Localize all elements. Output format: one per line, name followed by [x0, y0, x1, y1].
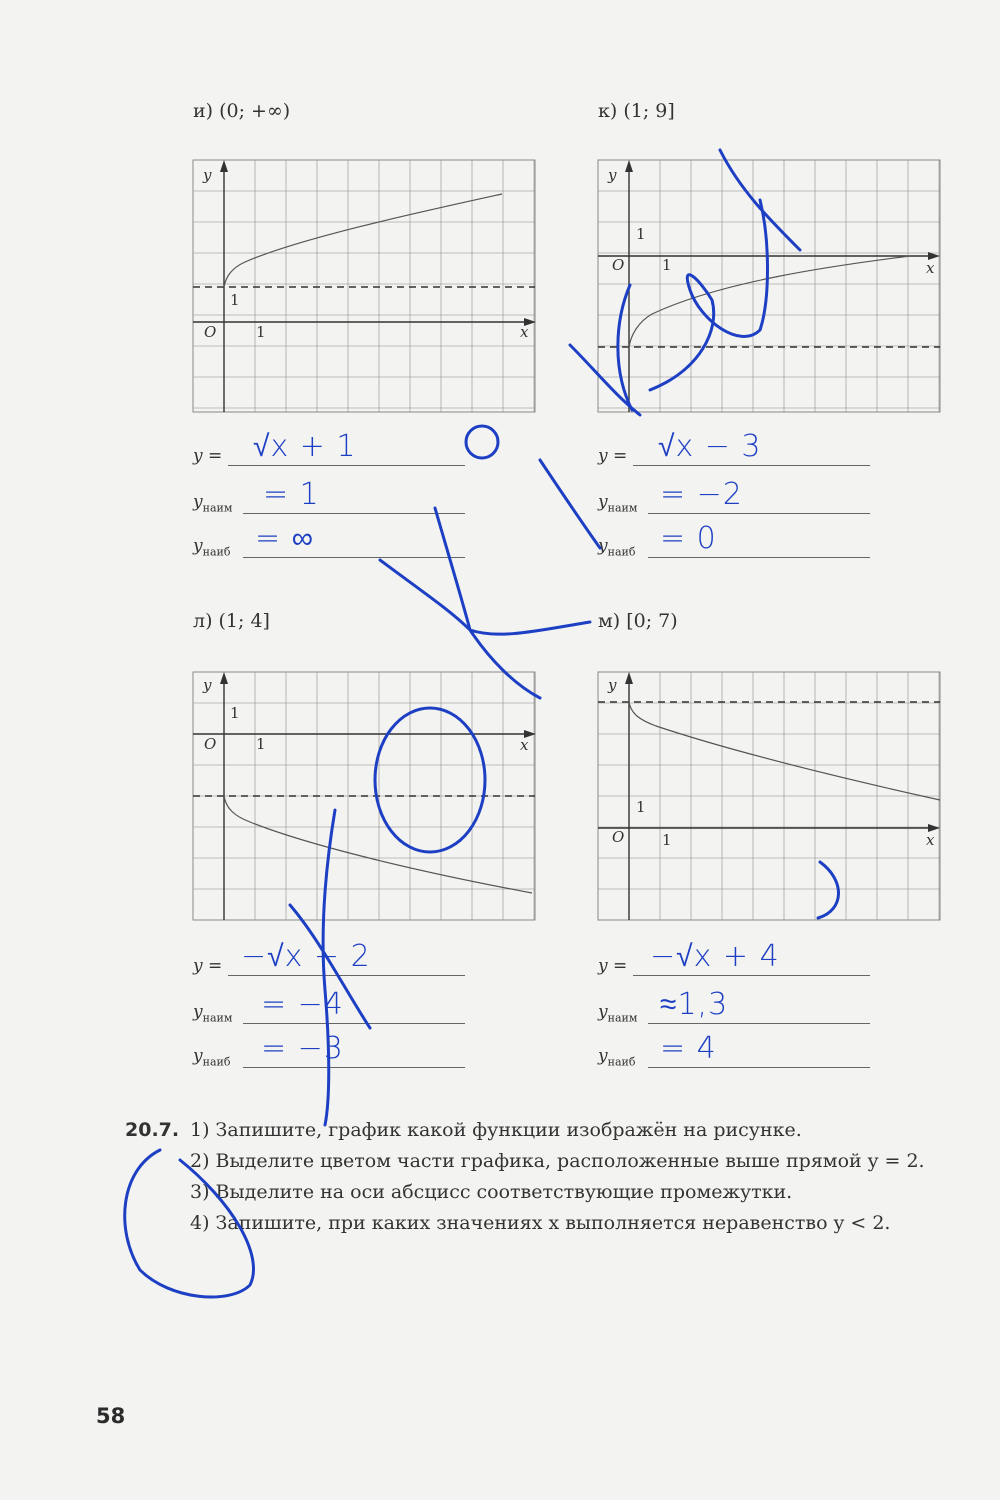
tick-x-m: 1 [662, 831, 672, 849]
answer-prefix: $y_{наим}$ [598, 491, 638, 514]
origin-label-i: O [204, 323, 217, 341]
answer-prefix: y = [193, 446, 223, 466]
graph-title-k: к) (1; 9] [598, 100, 675, 122]
origin-label-m: O [612, 828, 625, 846]
handwritten-answer: = −2 [660, 477, 743, 512]
tick-x-l: 1 [256, 735, 266, 753]
tick-y-l: 1 [230, 704, 240, 722]
scribble-loop-middle [290, 810, 370, 1125]
handwritten-answer: = 1 [263, 477, 320, 512]
exercise-item-2: 2) Выделите цветом части графика, расположенные выше прямой y = 2. [190, 1150, 925, 1172]
y-label-k: y [608, 166, 617, 184]
x-label-m: x [926, 831, 935, 849]
origin-label-l: O [204, 735, 217, 753]
y-label-i: y [203, 166, 212, 184]
origin-label-k: O [612, 256, 625, 274]
x-label-i: x [520, 323, 529, 341]
handwritten-answer: −√x − 2 [241, 939, 371, 974]
exercise-item-4: 4) Запишите, при каких значениях x выполняется неравенство y < 2. [190, 1212, 891, 1234]
graph-title-l: л) (1; 4] [193, 610, 270, 632]
answer-prefix: y = [598, 446, 628, 466]
x-label-k: x [926, 259, 935, 277]
scribble-loop-bottom [125, 1150, 254, 1297]
handwritten-answer: √x − 3 [658, 429, 762, 464]
tick-y-k: 1 [636, 225, 646, 243]
tick-y-m: 1 [636, 798, 646, 816]
answer-prefix: $y_{наим}$ [598, 1001, 638, 1024]
tick-x-i: 1 [256, 323, 266, 341]
y-label-m: y [608, 676, 617, 694]
exercise-item-3: 3) Выделите на оси абсцисс соответствующие промежутки. [190, 1181, 793, 1203]
answer-prefix: $y_{наиб}$ [598, 535, 636, 558]
y-label-l: y [203, 676, 212, 694]
scribble-circle-middle [375, 708, 485, 852]
handwritten-answer: = −4 [261, 987, 344, 1022]
scribble-k-letter [380, 508, 590, 698]
handwritten-answer: √x + 1 [253, 429, 357, 464]
answer-prefix: $y_{наим}$ [193, 1001, 233, 1024]
handwritten-answer: = ∞ [255, 521, 315, 556]
handwritten-answer: = 0 [660, 521, 717, 556]
graph-title-m: м) [0; 7) [598, 610, 678, 632]
scribble-slash [540, 460, 600, 548]
handwritten-answer: = −3 [261, 1031, 344, 1066]
answer-prefix: $y_{наиб}$ [193, 1045, 231, 1068]
x-label-l: x [520, 736, 529, 754]
graph-title-i: и) (0; +∞) [193, 100, 291, 122]
scribble-k-graph [570, 150, 800, 415]
exercise-number: 20.7. [125, 1119, 180, 1141]
answer-prefix: $y_{наим}$ [193, 491, 233, 514]
answer-prefix: y = [598, 956, 628, 976]
handwritten-answer: −√x + 4 [650, 939, 780, 974]
answer-prefix: y = [193, 956, 223, 976]
answer-prefix: $y_{наиб}$ [598, 1045, 636, 1068]
answer-prefix: $y_{наиб}$ [193, 535, 231, 558]
tick-x-k: 1 [662, 256, 672, 274]
handwritten-answer: = 4 [660, 1031, 717, 1066]
page-number: 58 [96, 1404, 126, 1428]
tick-y-i: 1 [230, 291, 240, 309]
handwritten-answer: ≈1,3 [660, 987, 729, 1022]
scribble-arc-right [818, 862, 839, 918]
scribble-circle-top [466, 426, 498, 458]
exercise-item-1: 1) Запишите, график какой функции изображён на рисунке. [190, 1119, 802, 1141]
